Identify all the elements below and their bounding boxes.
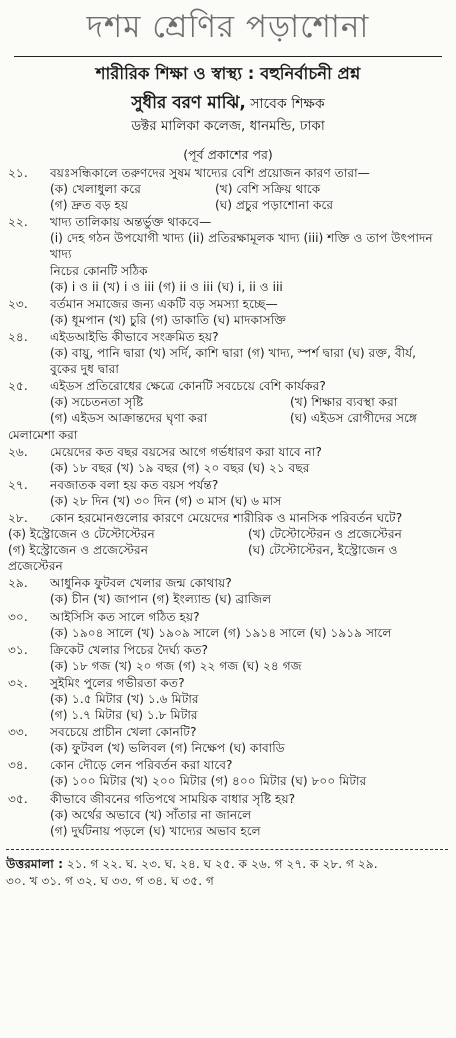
option-line: (ক) ১৯০৪ সালে (খ) ১৯০৯ সালে (গ) ১৯১৪ সালে (ঘ) ১৯১৯ সালে [50,625,392,640]
option: (গ) এইডস আক্রান্তদের ঘৃণা করা [50,411,208,426]
question-text: এইডআইভি কীভাবে সংক্রমিত হয়? [50,329,219,344]
question-number: ২৭. [8,477,28,492]
option: (ক) সচেতনতা সৃষ্টি [50,395,144,410]
option-line: (গ) ১.৭ মিটার (ঘ) ১.৮ মিটার [50,708,198,723]
question-item [8,609,446,641]
question-number: ৩০. [8,609,28,624]
author-role: সাবেক শিক্ষক [245,96,325,112]
option: (খ) শিক্ষার ব্যবস্থা করা [290,395,398,410]
question-number: ৩১. [8,642,28,657]
question-number: ২৫. [8,379,28,394]
option-line: (ক) ১০০ মিটার (খ) ২০০ মিটার (গ) ৪০০ মিটার (ঘ) ৮০০ মিটার [50,774,367,789]
option-line: (গ) দুর্ঘটনায় পড়লে (ঘ) খাদ্যের অভাব হলে [50,823,261,838]
option-line: (ক) ১৮ গজ (খ) ২০ গজ (গ) ২২ গজ (ঘ) ২৪ গজ [50,658,302,673]
question-item [8,510,446,526]
answer-key-label: উত্তরমালা : [6,856,63,871]
question-number: ৩৩. [8,725,28,740]
author-line [0,93,456,114]
question-text: বয়ঃসন্ধিকালে তরুণদের সুষম খাদ্যের বেশি প্রয়োজন কারণ তারা— [50,166,370,180]
option: (খ) বেশি সক্রিয় থাকে [215,182,321,197]
option-line: (ক) ১৮ বছর (খ) ১৯ বছর (গ) ২০ বছর (ঘ) ২১ বছর [50,460,310,475]
option: (ঘ) টেস্টোস্টেরন, ইস্ট্রোজেন ও [248,543,398,558]
question-number: ৩২. [8,675,28,690]
option-line: (ক) ২৮ দিন (খ) ৩০ দিন (গ) ৩ মাস (ঘ) ৬ মাস [50,493,282,508]
question-item [8,757,446,789]
option-continuation: মেলামেশা করা [8,427,78,442]
statement-list: (i) দেহ গঠন উপযোগী খাদ্য (ii) প্রতিরক্ষামূলক খাদ্য (iii) শক্তি ও তাপ উৎপাদন খাদ্য [50,231,433,262]
question-number: ২৯. [8,576,28,591]
answer-key-line-1: ২১. গ ২২. ঘ. ২৩. ঘ. ২৪. ঘ ২৫. ক ২৬. গ ২৭. ক ২৮. গ ২৯. [62,856,378,871]
question-text: মেয়েদের কত বছর বয়সের আগে গর্ভধারণ করা যাবে না? [50,444,322,459]
option-line: (ক) ধূমপান (খ) চুরি (গ) ডাকাতি (ঘ) মাদকাসক্তি [50,312,286,327]
question-item [8,378,446,426]
option: (ক) ইস্ট্রোজেন ও টেস্টোস্টেরন [8,527,155,542]
newspaper-page [0,6,456,1038]
option-block [8,526,446,574]
option-continuation: প্রজেস্টেরন [8,559,63,574]
continuation-note: (পূর্ব প্রকাশের পর) [183,147,273,162]
question-item [8,329,446,377]
question-text: ক্রিকেট খেলার পিচের দৈর্ঘ্য কত? [50,642,208,657]
question-number: ২১. [8,166,28,180]
question-text: কোন হরমোনগুলোর কারণে মেয়েদের শারীরিক ও মানসিক পরিবর্তন ঘটে? [50,510,403,525]
question-number: ২৬. [8,444,28,459]
question-number: ২৮. [8,510,28,525]
question-item [8,791,446,839]
option-line: (ক) চীন (খ) জাপান (গ) ইংল্যান্ড (ঘ) ব্রাজিল [50,592,272,607]
answer-key [6,849,448,890]
question-text: বর্তমান সমাজের জন্য একটি বড় সমস্যা হচ্ছে— [50,296,278,311]
author-college: ডক্টর মালিকা কলেজ, ধানমন্ডি, ঢাকা [131,118,325,134]
question-list [8,165,446,839]
question-text: কীভাবে জীবনের গতিপথে সাময়িক বাধার সৃষ্টি হয়? [50,791,296,806]
option: (ঘ) এইডস রোগীদের সঙ্গে [290,411,417,426]
question-item [8,642,446,674]
answer-key-line-2: ৩০. খ ৩১. গ ৩২. ঘ ৩৩. গ ৩৪. ঘ ৩৫. গ [6,873,214,888]
question-item [8,296,446,328]
question-item [8,165,446,213]
question-number: ৩৪. [8,758,28,773]
section-subtitle: শারীরিক শিক্ষা ও স্বাস্থ্য : বহুনির্বাচনী প্রশ্ন [95,64,361,83]
option-line: (ক) ১.৫ মিটার (খ) ১.৬ মিটার [50,692,199,706]
option: (ক) খেলাধুলা করে [50,182,141,197]
page-title: দশম শ্রেণির পড়াশোনা [86,9,370,45]
question-text: আধুনিক ফুটবল খেলার জন্ম কোথায়? [50,576,232,591]
question-text: এইডস প্রতিরোধের ক্ষেত্রে কোনটি সবচেয়ে বেশি কার্যকর? [50,379,326,394]
option: (খ) টেস্টোস্টেরন ও প্রজেস্টেরন [248,527,402,542]
question-number: ৩৫. [8,791,28,806]
question-text: সুইমিং পুলের গভীরতা কত? [50,675,185,690]
question-number: ২৪. [8,329,28,344]
question-item [8,214,446,294]
question-text: খাদ্য তালিকায় অন্তর্ভুক্ত থাকবে— [50,215,212,230]
option: (গ) দ্রুত বড় হয় [50,198,129,213]
question-text: কোন দৌড়ে লেন পরিবর্তন করা যাবে? [50,758,233,773]
question-text: নবজাতক বলা হয় কত বয়স পর্যন্ত? [50,477,219,492]
author-name: সুধীর বরণ মাঝি, [131,93,246,113]
question-number: ২৩. [8,296,28,311]
question-number: ২২. [8,215,28,230]
option-line: (ক) i ও ii (খ) i ও iii (গ) ii ও iii (ঘ) i, ii ও iii [50,279,283,294]
option-line: (ক) অর্থের অভাবে (খ) সাঁতার না জানলে [50,807,252,822]
question-item [8,724,446,756]
question-text: আইসিসি কত সালে গঠিত হয়? [50,609,200,624]
title-divider [14,56,442,57]
question-prompt: নিচের কোনটি সঠিক [50,263,148,278]
option: (গ) ইস্ট্রোজেন ও প্রজেস্টেরন [8,543,149,558]
question-item [8,477,446,509]
question-item [8,675,446,723]
option: (ঘ) প্রচুর পড়াশোনা করে [215,198,334,213]
option-line: (ক) ফুটবল (খ) ভলিবল (গ) নিক্ষেপ (ঘ) কাবাডি [50,741,285,756]
question-text: সবচেয়ে প্রাচীন খেলা কোনটি? [50,725,197,740]
option-line: (ক) বায়ু, পানি দ্বারা (খ) সর্দি, কাশি দ্বারা (গ) খাদ্য, স্পর্শ দ্বারা (ঘ) রক্ত, বীর্য, বুকের দুধ দ্বারা [50,346,416,377]
question-item [8,444,446,476]
question-item [8,575,446,607]
